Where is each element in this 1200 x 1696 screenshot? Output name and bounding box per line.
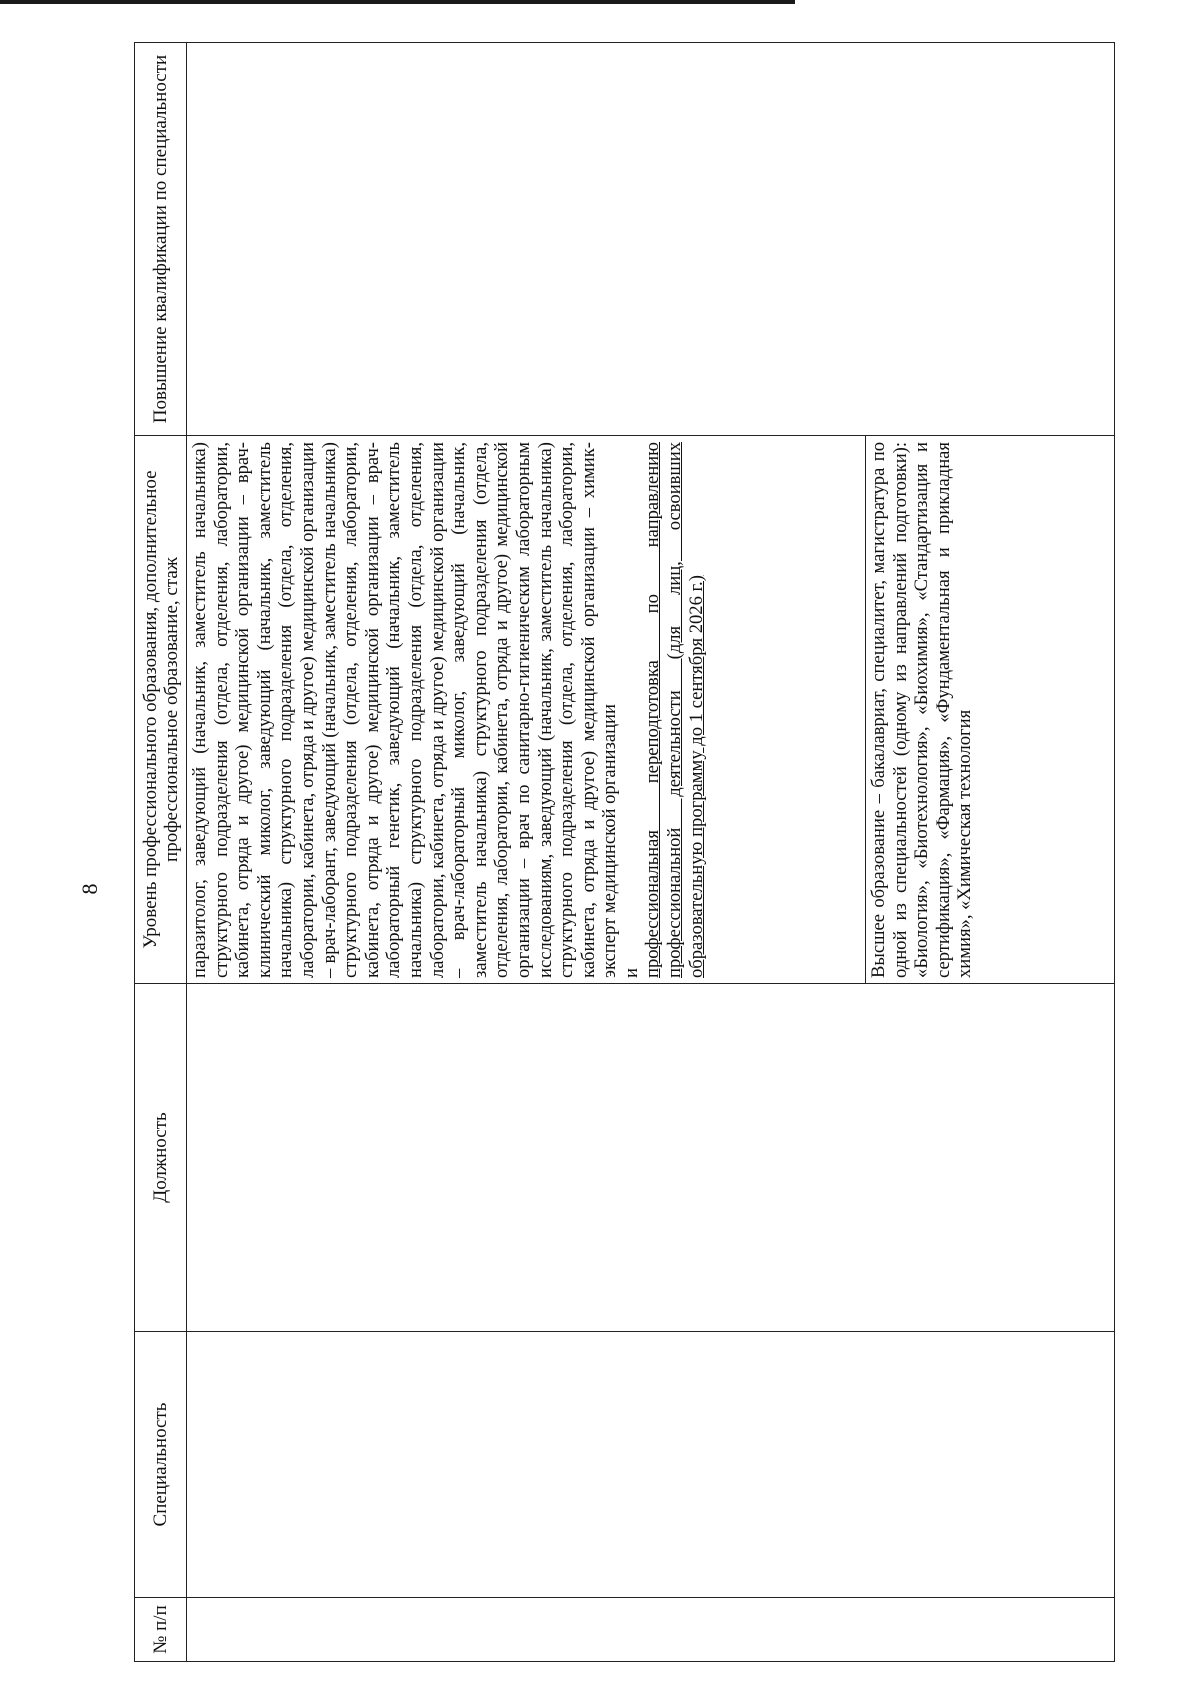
table-header-row	[135, 43, 187, 1662]
education-and: и	[620, 968, 642, 978]
education-block-1	[187, 436, 866, 983]
scan-edge	[0, 0, 795, 4]
cell-specialty	[187, 1332, 1115, 1598]
header-qualification: Повышение квалификации по специальности	[135, 43, 187, 436]
cell-education-level	[187, 436, 1115, 984]
cell-num	[187, 1598, 1115, 1662]
header-position: Должность	[135, 984, 187, 1332]
rotated-page	[134, 42, 1115, 1662]
qualification-table	[134, 42, 1115, 1662]
higher-education-text: Высшее образование – бакалавриат, специалитет, магистратура по одной из специальностей (одному из направлений подготовки): «Биология», «Биотехнология», «Биохимия», «Стандартизация и сертификация», «Фармация», «Фундаментальная и прикладная химия», «Химическая технология	[868, 442, 976, 978]
retraining-text: профессиональная переподготовка по направлению профессиональной деятельности (для лиц, освоивших образовательную программу до 1 сентября 2026 г.)	[642, 442, 707, 978]
education-block-2	[866, 436, 1100, 983]
cell-qualification	[187, 43, 1115, 436]
header-specialty: Специальность	[135, 1332, 187, 1598]
cell-position	[187, 984, 1115, 1332]
header-num: № п/п	[135, 1598, 187, 1662]
page-number: 8	[77, 883, 102, 895]
header-education-level: Уровень профессионального образования, дополнительное профессиональное образование, стаж	[135, 436, 187, 984]
table-row	[187, 43, 1115, 1662]
education-positions-text: паразитолог, заведующий (начальник, заместитель начальника) структурного подразделения (отдела, отделения, лаборатории, кабинета, отряда и другое) медицинской организации – врач-клинический миколог, заведующий (начальник, заместитель начальника) структурного подразделения (отдела, отделения, лаборатории, кабинета, отряда и другое) медицинской организации – врач-лаборант, заведующий (начальник, заместитель начальника) структурного подразделения (отдела, отделения, лаборатории, кабинета, отряда и другое) медицинской организации – врач-лабораторный генетик, заведующий (начальник, заместитель начальника) структурного подразделения (отдела, отделения, лаборатории, кабинета, отряда и другое) медицинской организации – врач-лабораторный миколог, заведующий (начальник, заместитель начальника) структурного подразделения (отдела, отделения, лаборатории, кабинета, отряда и другое) медицинской организации – врач по санитарно-гигиеническим лабораторным исследованиям, заведующий (начальник, заместитель начальника) структурного подразделения (отдела, отделения, лаборатории, кабинета, отряда и другое) медицинской организации – химик-эксперт медицинской организации	[189, 442, 621, 978]
